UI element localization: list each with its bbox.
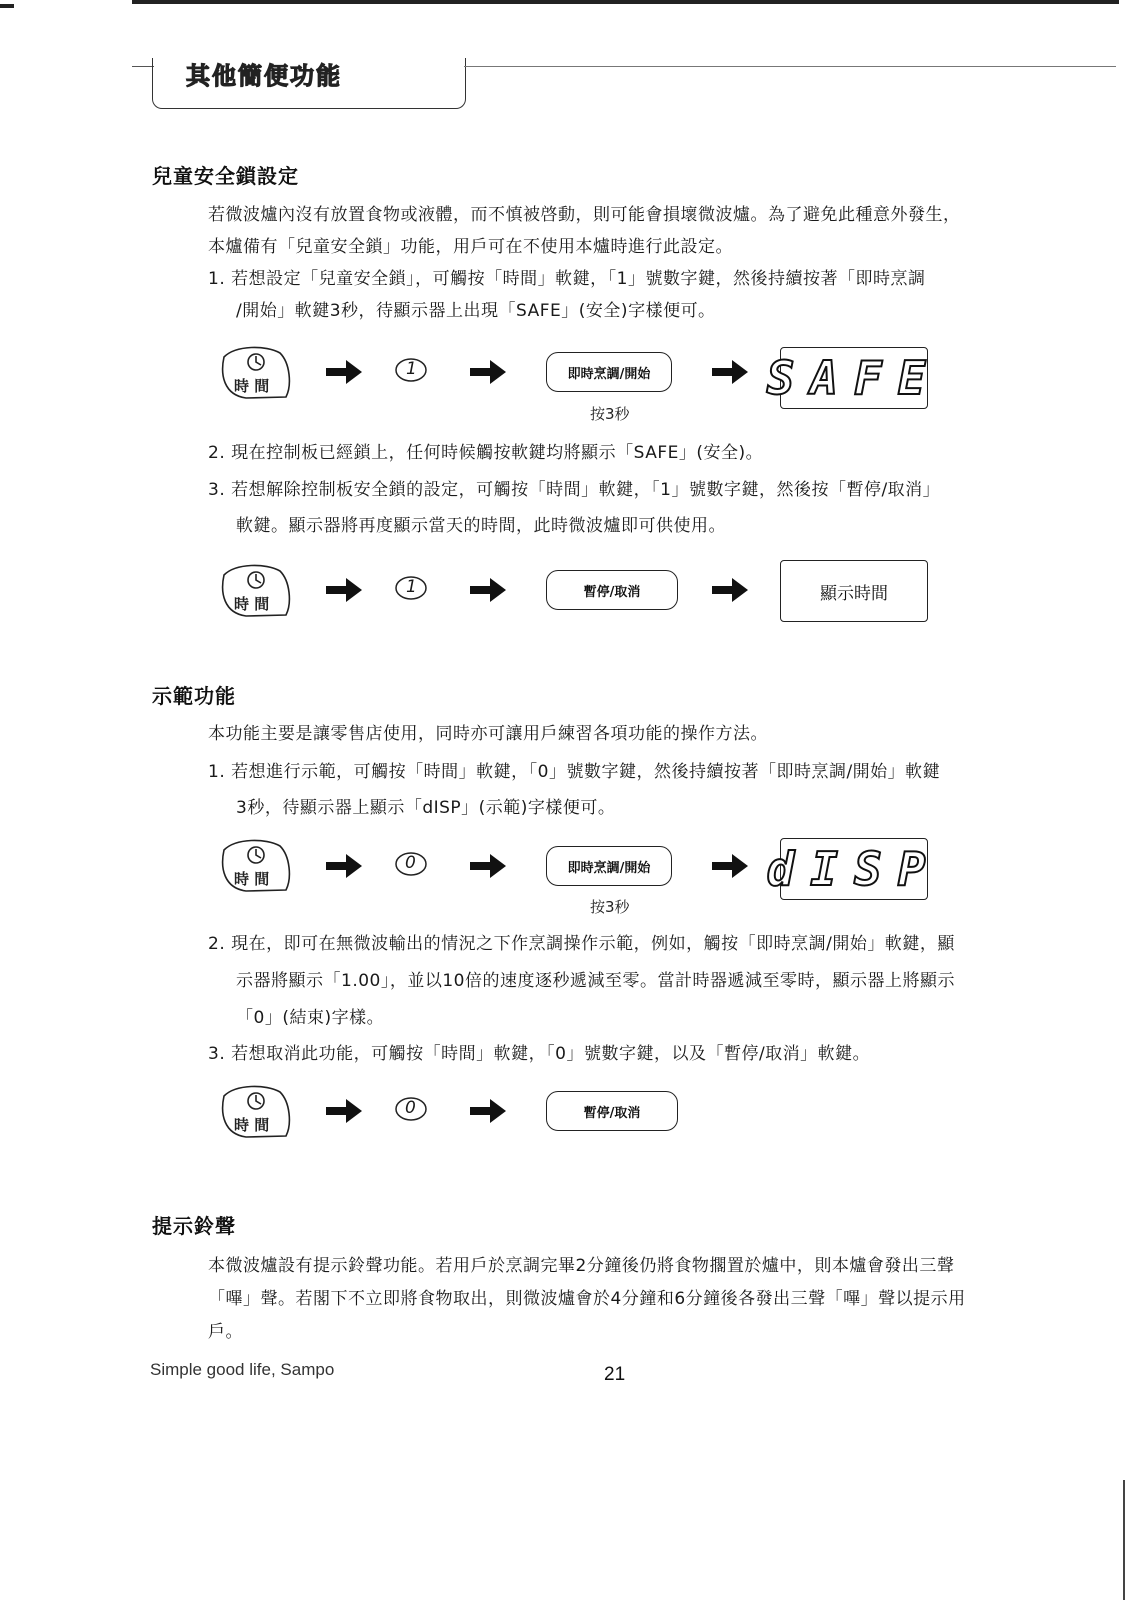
demo-intro: 本功能主要是讓零售店使用，同時亦可讓用戶練習各項功能的操作方法。 xyxy=(208,724,768,744)
arrow-icon xyxy=(326,1099,362,1123)
child-lock-intro-2: 本爐備有「兒童安全鎖」功能，用戶可在不使用本爐時進行此設定。 xyxy=(208,237,733,257)
reminder-line-2: 「嗶」聲。若閣下不立即將食物取出，則微波爐會於4分鐘和6分鐘後各發出三聲「嗶」聲以提示用 xyxy=(208,1289,966,1309)
demo-step-1-cont: 3秒，待顯示器上顯示「dISP」(示範)字樣便可。 xyxy=(236,798,616,818)
display-text: 顯示時間 xyxy=(820,583,888,604)
cancel-key: 暫停/取消 xyxy=(546,1091,678,1131)
time-key-label: 時 間 xyxy=(234,870,270,888)
time-key-label: 時 間 xyxy=(234,595,270,613)
top-rule xyxy=(132,0,1119,4)
corner-mark xyxy=(0,4,14,8)
start-key: 即時烹調/開始 xyxy=(546,846,672,886)
reminder-line-1: 本微波爐設有提示鈴聲功能。若用戶於烹調完畢2分鐘後仍將食物擱置於爐中，則本爐會發出三聲 xyxy=(208,1256,955,1276)
time-key-diagram xyxy=(216,563,294,623)
demo-step-1: 1. 若想進行示範，可觸按「時間」軟鍵，「0」號數字鍵，然後持續按著「即時烹調/開始」軟鍵 xyxy=(208,762,941,782)
page-edge xyxy=(1123,1480,1125,1600)
child-lock-intro-1: 若微波爐內沒有放置食物或液體，而不慎被啓動，則可能會損壞微波爐。為了避免此種意外發生， xyxy=(208,205,961,225)
arrow-icon xyxy=(470,360,506,384)
time-key-diagram xyxy=(216,1084,294,1144)
start-key: 即時烹調/開始 xyxy=(546,352,672,392)
reminder-line-3: 戶。 xyxy=(208,1322,243,1342)
demo-step-3: 3. 若想取消此功能，可觸按「時間」軟鍵，「0」號數字鍵，以及「暫停/取消」軟鍵。 xyxy=(208,1044,871,1064)
arrow-icon xyxy=(712,360,748,384)
lcd-text: dISP xyxy=(766,842,942,896)
digit-label: 1 xyxy=(406,359,417,379)
arrow-icon xyxy=(470,854,506,878)
time-key-label: 時 間 xyxy=(234,377,270,395)
demo-heading: 示範功能 xyxy=(152,684,236,708)
section-title: 其他簡便功能 xyxy=(186,62,342,90)
time-key-label: 時 間 xyxy=(234,1116,270,1134)
arrow-icon xyxy=(470,1099,506,1123)
arrow-icon xyxy=(326,578,362,602)
demo-step-2-cont: 示器將顯示「1.00」，並以10倍的速度逐秒遞減至零。當計時器遞減至零時，顯示器上將顯示 xyxy=(236,971,955,991)
lcd-display xyxy=(766,347,942,409)
time-key-diagram xyxy=(216,345,294,405)
arrow-icon xyxy=(712,854,748,878)
demo-step-2-end: 「0」(結束)字樣。 xyxy=(236,1008,385,1028)
cancel-key: 暫停/取消 xyxy=(546,570,678,610)
arrow-icon xyxy=(712,578,748,602)
hold-note: 按3秒 xyxy=(590,405,630,423)
time-key-diagram xyxy=(216,838,294,898)
lcd-text: SAFE xyxy=(766,351,942,405)
child-lock-heading: 兒童安全鎖設定 xyxy=(152,164,299,188)
demo-step-2: 2. 現在，即可在無微波輸出的情況之下作烹調操作示範，例如，觸按「即時烹調/開始」軟鍵，顯 xyxy=(208,934,955,954)
page-number: 21 xyxy=(604,1364,626,1385)
child-lock-step-1-cont: /開始」軟鍵3秒，待顯示器上出現「SAFE」(安全)字樣便可。 xyxy=(236,301,716,321)
arrow-icon xyxy=(470,578,506,602)
reminder-heading: 提示鈴聲 xyxy=(152,1214,236,1238)
arrow-icon xyxy=(326,854,362,878)
digit-key-1 xyxy=(394,575,428,605)
child-lock-step-2: 2. 現在控制板已經鎖上，任何時候觸按軟鍵均將顯示「SAFE」(安全)。 xyxy=(208,443,764,463)
header-line-right xyxy=(464,66,1116,67)
lcd-display xyxy=(766,838,942,900)
footer-brand: Simple good life, Sampo xyxy=(150,1360,335,1379)
header-line-left xyxy=(132,66,154,67)
digit-key-0 xyxy=(394,1096,428,1126)
hold-note: 按3秒 xyxy=(590,898,630,916)
display-box xyxy=(780,560,928,622)
child-lock-step-3: 3. 若想解除控制板安全鎖的設定，可觸按「時間」軟鍵，「1」號數字鍵，然後按「暫停/取消」 xyxy=(208,480,941,500)
arrow-icon xyxy=(326,360,362,384)
digit-label: 0 xyxy=(405,853,416,873)
digit-label: 0 xyxy=(405,1098,416,1118)
digit-key-0 xyxy=(394,851,428,881)
digit-label: 1 xyxy=(406,577,417,597)
child-lock-step-3-cont: 軟鍵。顯示器將再度顯示當天的時間，此時微波爐即可供使用。 xyxy=(236,516,726,536)
child-lock-step-1: 1. 若想設定「兒童安全鎖」，可觸按「時間」軟鍵，「1」號數字鍵，然後持續按著「即時烹調 xyxy=(208,269,926,289)
digit-key-1 xyxy=(394,357,428,387)
